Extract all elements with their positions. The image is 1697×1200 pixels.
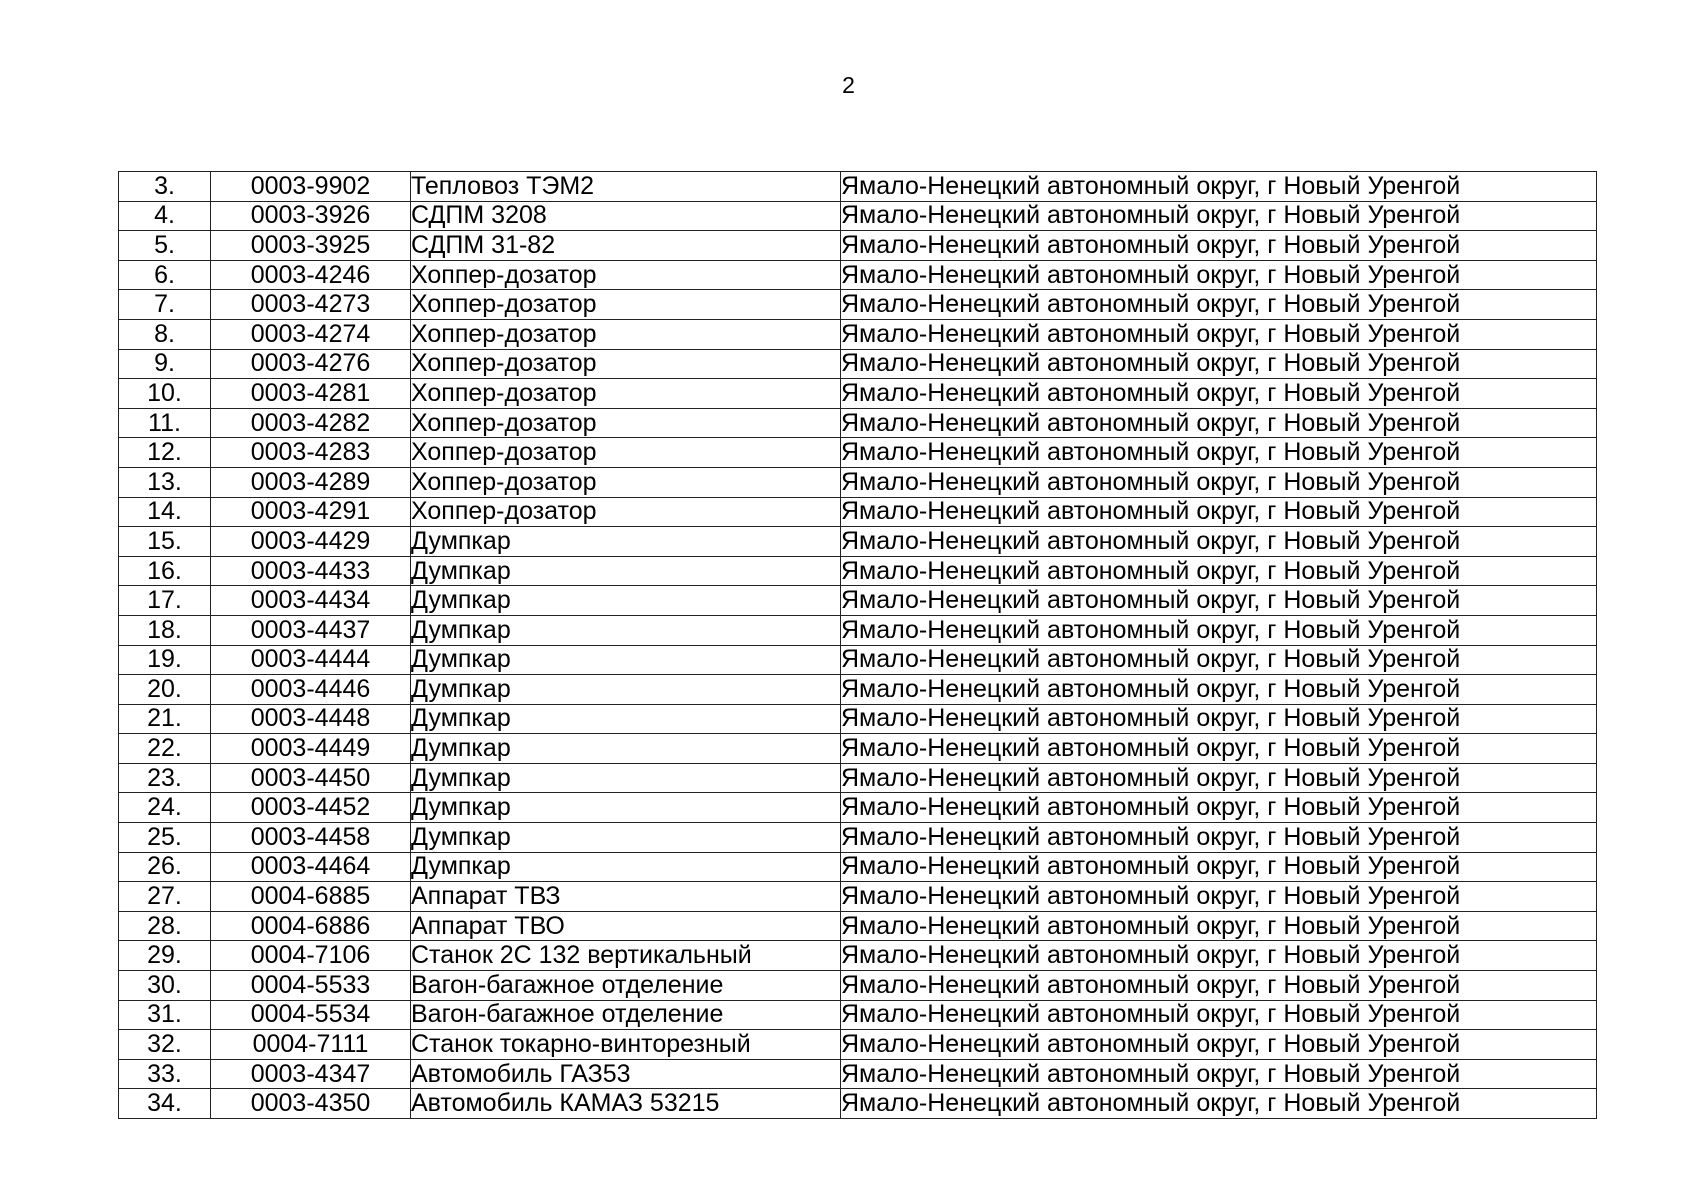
inventory-code-cell: 0003-4444 (211, 645, 411, 675)
table-row (119, 379, 1597, 409)
inventory-code-cell: 0003-4289 (211, 467, 411, 497)
location-cell: Ямало-Ненецкий автономный округ, г Новый Уренгой (841, 1000, 1597, 1030)
item-name-cell: Думпкар (411, 615, 841, 645)
table-row (119, 349, 1597, 379)
location-cell: Ямало-Ненецкий автономный округ, г Новый Уренгой (841, 379, 1597, 409)
row-number-cell: 9. (119, 349, 211, 379)
row-number-cell: 15. (119, 527, 211, 557)
inventory-code-cell: 0003-9902 (211, 172, 411, 202)
table-row (119, 586, 1597, 616)
table-row (119, 319, 1597, 349)
row-number-cell: 10. (119, 379, 211, 409)
inventory-code-cell: 0003-4274 (211, 319, 411, 349)
item-name-cell: СДПМ 31-82 (411, 231, 841, 261)
item-name-cell: Хоппер-дозатор (411, 319, 841, 349)
table-body (119, 172, 1597, 1119)
row-number-cell: 26. (119, 852, 211, 882)
row-number-cell: 34. (119, 1089, 211, 1119)
location-cell: Ямало-Ненецкий автономный округ, г Новый Уренгой (841, 172, 1597, 202)
row-number-cell: 13. (119, 467, 211, 497)
inventory-code-cell: 0004-7111 (211, 1030, 411, 1060)
table-row (119, 260, 1597, 290)
table-row (119, 763, 1597, 793)
location-cell: Ямало-Ненецкий автономный округ, г Новый Уренгой (841, 319, 1597, 349)
row-number-cell: 21. (119, 704, 211, 734)
table-row (119, 645, 1597, 675)
table-row (119, 172, 1597, 202)
location-cell: Ямало-Ненецкий автономный округ, г Новый Уренгой (841, 260, 1597, 290)
location-cell: Ямало-Ненецкий автономный округ, г Новый Уренгой (841, 793, 1597, 823)
row-number-cell: 20. (119, 675, 211, 705)
row-number-cell: 23. (119, 763, 211, 793)
table-row (119, 823, 1597, 853)
location-cell: Ямало-Ненецкий автономный округ, г Новый Уренгой (841, 911, 1597, 941)
inventory-code-cell: 0004-7106 (211, 941, 411, 971)
location-cell: Ямало-Ненецкий автономный округ, г Новый Уренгой (841, 823, 1597, 853)
inventory-code-cell: 0003-4452 (211, 793, 411, 823)
row-number-cell: 8. (119, 319, 211, 349)
location-cell: Ямало-Ненецкий автономный округ, г Новый Уренгой (841, 408, 1597, 438)
inventory-code-cell: 0003-4434 (211, 586, 411, 616)
row-number-cell: 14. (119, 497, 211, 527)
item-name-cell: Хоппер-дозатор (411, 467, 841, 497)
inventory-code-cell: 0003-4458 (211, 823, 411, 853)
row-number-cell: 17. (119, 586, 211, 616)
item-name-cell: Думпкар (411, 645, 841, 675)
table-row (119, 201, 1597, 231)
table-row (119, 675, 1597, 705)
table-row (119, 615, 1597, 645)
item-name-cell: Хоппер-дозатор (411, 438, 841, 468)
inventory-code-cell: 0004-5534 (211, 1000, 411, 1030)
location-cell: Ямало-Ненецкий автономный округ, г Новый Уренгой (841, 201, 1597, 231)
inventory-code-cell: 0003-4246 (211, 260, 411, 290)
inventory-code-cell: 0003-4283 (211, 438, 411, 468)
item-name-cell: Хоппер-дозатор (411, 349, 841, 379)
item-name-cell: Тепловоз ТЭМ2 (411, 172, 841, 202)
item-name-cell: Станок 2С 132 вертикальный (411, 941, 841, 971)
inventory-code-cell: 0003-4291 (211, 497, 411, 527)
location-cell: Ямало-Ненецкий автономный округ, г Новый Уренгой (841, 231, 1597, 261)
inventory-code-cell: 0003-4273 (211, 290, 411, 320)
row-number-cell: 4. (119, 201, 211, 231)
row-number-cell: 25. (119, 823, 211, 853)
item-name-cell: Хоппер-дозатор (411, 408, 841, 438)
table-row (119, 793, 1597, 823)
item-name-cell: Вагон-багажное отделение (411, 1000, 841, 1030)
item-name-cell: Думпкар (411, 852, 841, 882)
location-cell: Ямало-Ненецкий автономный округ, г Новый Уренгой (841, 1030, 1597, 1060)
item-name-cell: Хоппер-дозатор (411, 379, 841, 409)
table-row (119, 290, 1597, 320)
location-cell: Ямало-Ненецкий автономный округ, г Новый Уренгой (841, 497, 1597, 527)
location-cell: Ямало-Ненецкий автономный округ, г Новый Уренгой (841, 941, 1597, 971)
inventory-code-cell: 0003-3925 (211, 231, 411, 261)
item-name-cell: Вагон-багажное отделение (411, 971, 841, 1001)
item-name-cell: Думпкар (411, 675, 841, 705)
item-name-cell: Аппарат ТВЗ (411, 882, 841, 912)
item-name-cell: Думпкар (411, 763, 841, 793)
inventory-code-cell: 0003-3926 (211, 201, 411, 231)
item-name-cell: Аппарат ТВО (411, 911, 841, 941)
item-name-cell: Думпкар (411, 527, 841, 557)
row-number-cell: 7. (119, 290, 211, 320)
location-cell: Ямало-Ненецкий автономный округ, г Новый Уренгой (841, 852, 1597, 882)
inventory-code-cell: 0003-4429 (211, 527, 411, 557)
location-cell: Ямало-Ненецкий автономный округ, г Новый Уренгой (841, 467, 1597, 497)
table-row (119, 231, 1597, 261)
table-row (119, 1030, 1597, 1060)
row-number-cell: 5. (119, 231, 211, 261)
row-number-cell: 3. (119, 172, 211, 202)
item-name-cell: Автомобиль КАМАЗ 53215 (411, 1089, 841, 1119)
location-cell: Ямало-Ненецкий автономный округ, г Новый Уренгой (841, 763, 1597, 793)
location-cell: Ямало-Ненецкий автономный округ, г Новый Уренгой (841, 645, 1597, 675)
item-name-cell: СДПМ 3208 (411, 201, 841, 231)
table-row (119, 971, 1597, 1001)
table-row (119, 467, 1597, 497)
row-number-cell: 27. (119, 882, 211, 912)
location-cell: Ямало-Ненецкий автономный округ, г Новый Уренгой (841, 1089, 1597, 1119)
table-row (119, 438, 1597, 468)
item-name-cell: Думпкар (411, 734, 841, 764)
inventory-code-cell: 0003-4276 (211, 349, 411, 379)
table-row (119, 1059, 1597, 1089)
row-number-cell: 18. (119, 615, 211, 645)
table-row (119, 408, 1597, 438)
table-row (119, 941, 1597, 971)
location-cell: Ямало-Ненецкий автономный округ, г Новый Уренгой (841, 734, 1597, 764)
inventory-code-cell: 0004-6886 (211, 911, 411, 941)
item-name-cell: Думпкар (411, 793, 841, 823)
inventory-code-cell: 0003-4433 (211, 556, 411, 586)
row-number-cell: 19. (119, 645, 211, 675)
location-cell: Ямало-Ненецкий автономный округ, г Новый Уренгой (841, 704, 1597, 734)
table-row (119, 911, 1597, 941)
item-name-cell: Думпкар (411, 704, 841, 734)
table-row (119, 704, 1597, 734)
row-number-cell: 22. (119, 734, 211, 764)
property-table (118, 171, 1597, 1119)
page-number: 2 (842, 72, 855, 98)
table-row (119, 882, 1597, 912)
location-cell: Ямало-Ненецкий автономный округ, г Новый Уренгой (841, 349, 1597, 379)
inventory-code-cell: 0003-4448 (211, 704, 411, 734)
table-row (119, 527, 1597, 557)
table-row (119, 1000, 1597, 1030)
row-number-cell: 29. (119, 941, 211, 971)
item-name-cell: Хоппер-дозатор (411, 290, 841, 320)
inventory-code-cell: 0004-6885 (211, 882, 411, 912)
inventory-code-cell: 0003-4350 (211, 1089, 411, 1119)
table-row (119, 556, 1597, 586)
inventory-code-cell: 0003-4282 (211, 408, 411, 438)
inventory-code-cell: 0003-4450 (211, 763, 411, 793)
location-cell: Ямало-Ненецкий автономный округ, г Новый Уренгой (841, 615, 1597, 645)
inventory-code-cell: 0003-4437 (211, 615, 411, 645)
location-cell: Ямало-Ненецкий автономный округ, г Новый Уренгой (841, 882, 1597, 912)
table-row (119, 734, 1597, 764)
location-cell: Ямало-Ненецкий автономный округ, г Новый Уренгой (841, 290, 1597, 320)
inventory-code-cell: 0004-5533 (211, 971, 411, 1001)
row-number-cell: 24. (119, 793, 211, 823)
inventory-code-cell: 0003-4281 (211, 379, 411, 409)
location-cell: Ямало-Ненецкий автономный округ, г Новый Уренгой (841, 556, 1597, 586)
inventory-code-cell: 0003-4449 (211, 734, 411, 764)
inventory-code-cell: 0003-4464 (211, 852, 411, 882)
item-name-cell: Думпкар (411, 556, 841, 586)
row-number-cell: 12. (119, 438, 211, 468)
table-row (119, 852, 1597, 882)
row-number-cell: 11. (119, 408, 211, 438)
row-number-cell: 31. (119, 1000, 211, 1030)
row-number-cell: 33. (119, 1059, 211, 1089)
item-name-cell: Хоппер-дозатор (411, 260, 841, 290)
item-name-cell: Думпкар (411, 823, 841, 853)
item-name-cell: Хоппер-дозатор (411, 497, 841, 527)
location-cell: Ямало-Ненецкий автономный округ, г Новый Уренгой (841, 675, 1597, 705)
item-name-cell: Автомобиль ГАЗ53 (411, 1059, 841, 1089)
row-number-cell: 30. (119, 971, 211, 1001)
row-number-cell: 16. (119, 556, 211, 586)
inventory-code-cell: 0003-4347 (211, 1059, 411, 1089)
table-row (119, 497, 1597, 527)
row-number-cell: 32. (119, 1030, 211, 1060)
inventory-code-cell: 0003-4446 (211, 675, 411, 705)
location-cell: Ямало-Ненецкий автономный округ, г Новый Уренгой (841, 527, 1597, 557)
row-number-cell: 6. (119, 260, 211, 290)
location-cell: Ямало-Ненецкий автономный округ, г Новый Уренгой (841, 1059, 1597, 1089)
item-name-cell: Станок токарно-винторезный (411, 1030, 841, 1060)
table-row (119, 1089, 1597, 1119)
row-number-cell: 28. (119, 911, 211, 941)
item-name-cell: Думпкар (411, 586, 841, 616)
location-cell: Ямало-Ненецкий автономный округ, г Новый Уренгой (841, 438, 1597, 468)
location-cell: Ямало-Ненецкий автономный округ, г Новый Уренгой (841, 971, 1597, 1001)
location-cell: Ямало-Ненецкий автономный округ, г Новый Уренгой (841, 586, 1597, 616)
